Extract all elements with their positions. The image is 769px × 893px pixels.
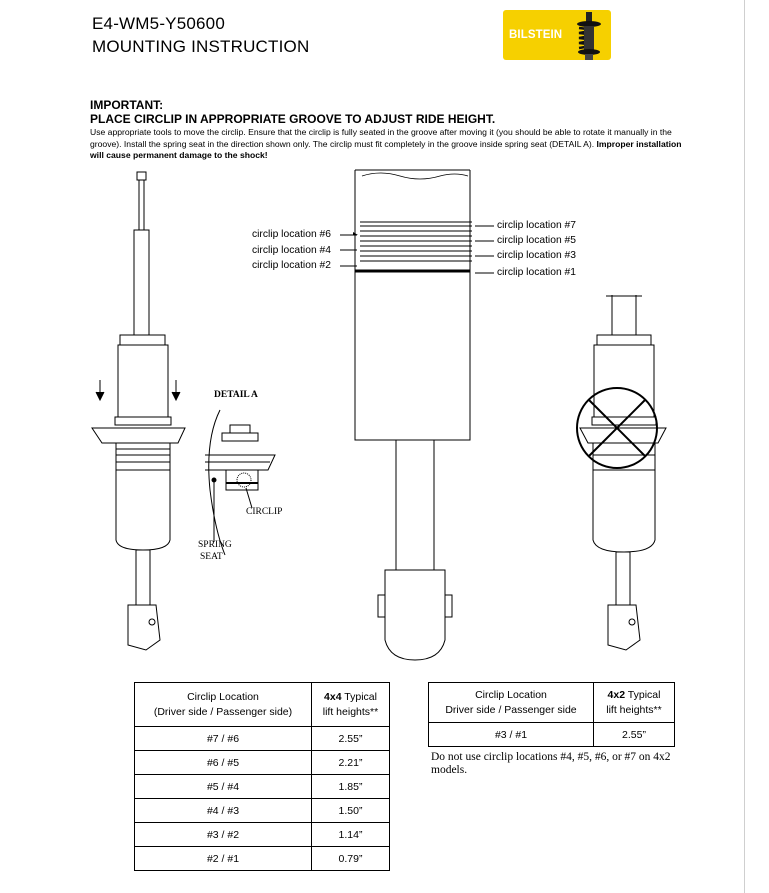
right-shock-incorrect-drawing <box>577 295 666 650</box>
circlip-label: CIRCLIP <box>246 507 283 517</box>
important-heading: IMPORTANT: <box>90 98 164 112</box>
lift-table-4x2 <box>428 682 675 747</box>
left-shock-drawing <box>92 172 185 650</box>
header-lift-height: 4x2 Typical lift heights** <box>594 683 675 723</box>
cell-height: 2.55” <box>594 723 675 747</box>
table-row <box>135 727 390 751</box>
cell-location: #2 / #1 <box>135 847 312 871</box>
cell-height: 0.79” <box>312 847 390 871</box>
instruction-text: Use appropriate tools to move the circlip. Ensure that the circlip is fully seated in the groove after moving it (you should be able to rotate it manually in the groove). Install the spring seat in the direction shown only. The circlip must fit completely in the groove inside spring seat (DETAIL A). <box>90 127 672 149</box>
table-row <box>429 723 675 747</box>
cell-location: #3 / #2 <box>135 823 312 847</box>
cell-location: #6 / #5 <box>135 751 312 775</box>
spring-seat-label: SPRING <box>198 540 232 550</box>
table-row <box>135 799 390 823</box>
lift-table-4x4 <box>134 682 390 871</box>
4x2-note: Do not use circlip locations #4, #5, #6, or #7 on 4x2 models. <box>431 751 671 776</box>
document-title: MOUNTING INSTRUCTION <box>92 37 310 56</box>
label-circlip-5: circlip location #5 <box>497 235 576 246</box>
logo-text: BILSTEIN <box>509 29 563 41</box>
cell-location: #4 / #3 <box>135 799 312 823</box>
page-edge <box>744 0 745 893</box>
header-lift-height: 4x4 Typical lift heights** <box>312 683 390 727</box>
warning-text: Improper installation will cause permanent damage to the shock! <box>90 138 682 160</box>
cell-location: #5 / #4 <box>135 775 312 799</box>
table-header-row <box>429 683 675 723</box>
label-circlip-6: circlip location #6 <box>252 229 331 240</box>
label-circlip-4: circlip location #4 <box>252 245 331 256</box>
table-row <box>135 847 390 871</box>
cell-location: #7 / #6 <box>135 727 312 751</box>
table-row <box>135 751 390 775</box>
cell-location: #3 / #1 <box>429 723 594 747</box>
label-circlip-2: circlip location #2 <box>252 260 331 271</box>
label-circlip-7: circlip location #7 <box>497 220 576 231</box>
table-row <box>135 823 390 847</box>
header-circlip-location: Circlip Location (Driver side / Passenger side) <box>135 683 312 727</box>
part-number: E4-WM5-Y50600 <box>92 14 225 33</box>
instruction-subheading: PLACE CIRCLIP IN APPROPRIATE GROOVE TO ADJUST RIDE HEIGHT. <box>90 112 496 126</box>
header-circlip-location: Circlip Location Driver side / Passenger side <box>429 683 594 723</box>
center-shock-drawing <box>340 170 494 660</box>
label-circlip-1: circlip location #1 <box>497 267 576 278</box>
cell-height: 1.85” <box>312 775 390 799</box>
detail-a-drawing <box>205 410 275 555</box>
cell-height: 2.21” <box>312 751 390 775</box>
spring-seat-label-2: SEAT <box>200 552 223 562</box>
cell-height: 1.50” <box>312 799 390 823</box>
label-circlip-3: circlip location #3 <box>497 250 576 261</box>
cell-height: 2.55” <box>312 727 390 751</box>
detail-a-title: DETAIL A <box>214 390 258 400</box>
table-header-row <box>135 683 390 727</box>
cell-height: 1.14” <box>312 823 390 847</box>
table-row <box>135 775 390 799</box>
